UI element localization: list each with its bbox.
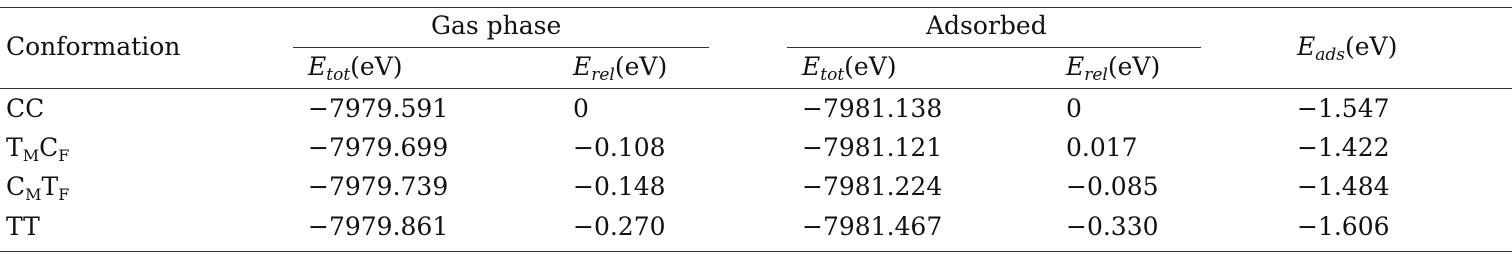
row-gas-etot: −7979.591 bbox=[308, 94, 449, 123]
table-top-rule bbox=[0, 7, 1512, 8]
header-gas-etot: $E_{tot}(eV)$ bbox=[308, 52, 403, 85]
row-conformation: TT bbox=[6, 212, 40, 241]
row-eads: −1.484 bbox=[1297, 172, 1390, 201]
row-ads-etot: −7981.121 bbox=[802, 133, 943, 162]
row-gas-etot: −7979.861 bbox=[308, 212, 449, 241]
row-gas-etot: −7979.699 bbox=[308, 133, 449, 162]
table-bottom-rule bbox=[0, 251, 1512, 252]
row-ads-etot: −7981.138 bbox=[802, 94, 943, 123]
header-ads-erel: $E_{rel}(eV)$ bbox=[1066, 52, 1161, 85]
row-gas-erel: −0.270 bbox=[573, 212, 666, 241]
row-conformation: $C_MT_F$ bbox=[6, 172, 70, 204]
row-gas-etot: −7979.739 bbox=[308, 172, 449, 201]
row-eads: −1.606 bbox=[1297, 212, 1390, 241]
gas-phase-underline bbox=[293, 47, 709, 48]
row-gas-erel: 0 bbox=[573, 94, 589, 123]
row-conformation: CC bbox=[6, 94, 45, 123]
row-ads-etot: −7981.224 bbox=[802, 172, 943, 201]
header-conformation: Conformation bbox=[6, 32, 181, 61]
row-ads-erel: 0 bbox=[1066, 94, 1082, 123]
row-eads: −1.422 bbox=[1297, 133, 1390, 162]
row-ads-etot: −7981.467 bbox=[802, 212, 943, 241]
row-ads-erel: −0.085 bbox=[1066, 172, 1159, 201]
row-gas-erel: −0.108 bbox=[573, 133, 666, 162]
row-eads: −1.547 bbox=[1297, 94, 1390, 123]
row-conformation: $T_MC_F$ bbox=[6, 133, 70, 165]
header-adsorbed: Adsorbed bbox=[926, 11, 1047, 40]
row-ads-erel: 0.017 bbox=[1066, 133, 1138, 162]
table-header-rule bbox=[0, 88, 1512, 89]
header-gas-erel: $E_{rel}(eV)$ bbox=[573, 52, 668, 85]
adsorbed-underline bbox=[787, 47, 1201, 48]
row-ads-erel: −0.330 bbox=[1066, 212, 1159, 241]
row-gas-erel: −0.148 bbox=[573, 172, 666, 201]
header-gas-phase: Gas phase bbox=[431, 11, 562, 40]
header-ads-etot: $E_{tot}(eV)$ bbox=[802, 52, 897, 85]
header-eads: $E_{ads}(eV)$ bbox=[1297, 32, 1398, 65]
